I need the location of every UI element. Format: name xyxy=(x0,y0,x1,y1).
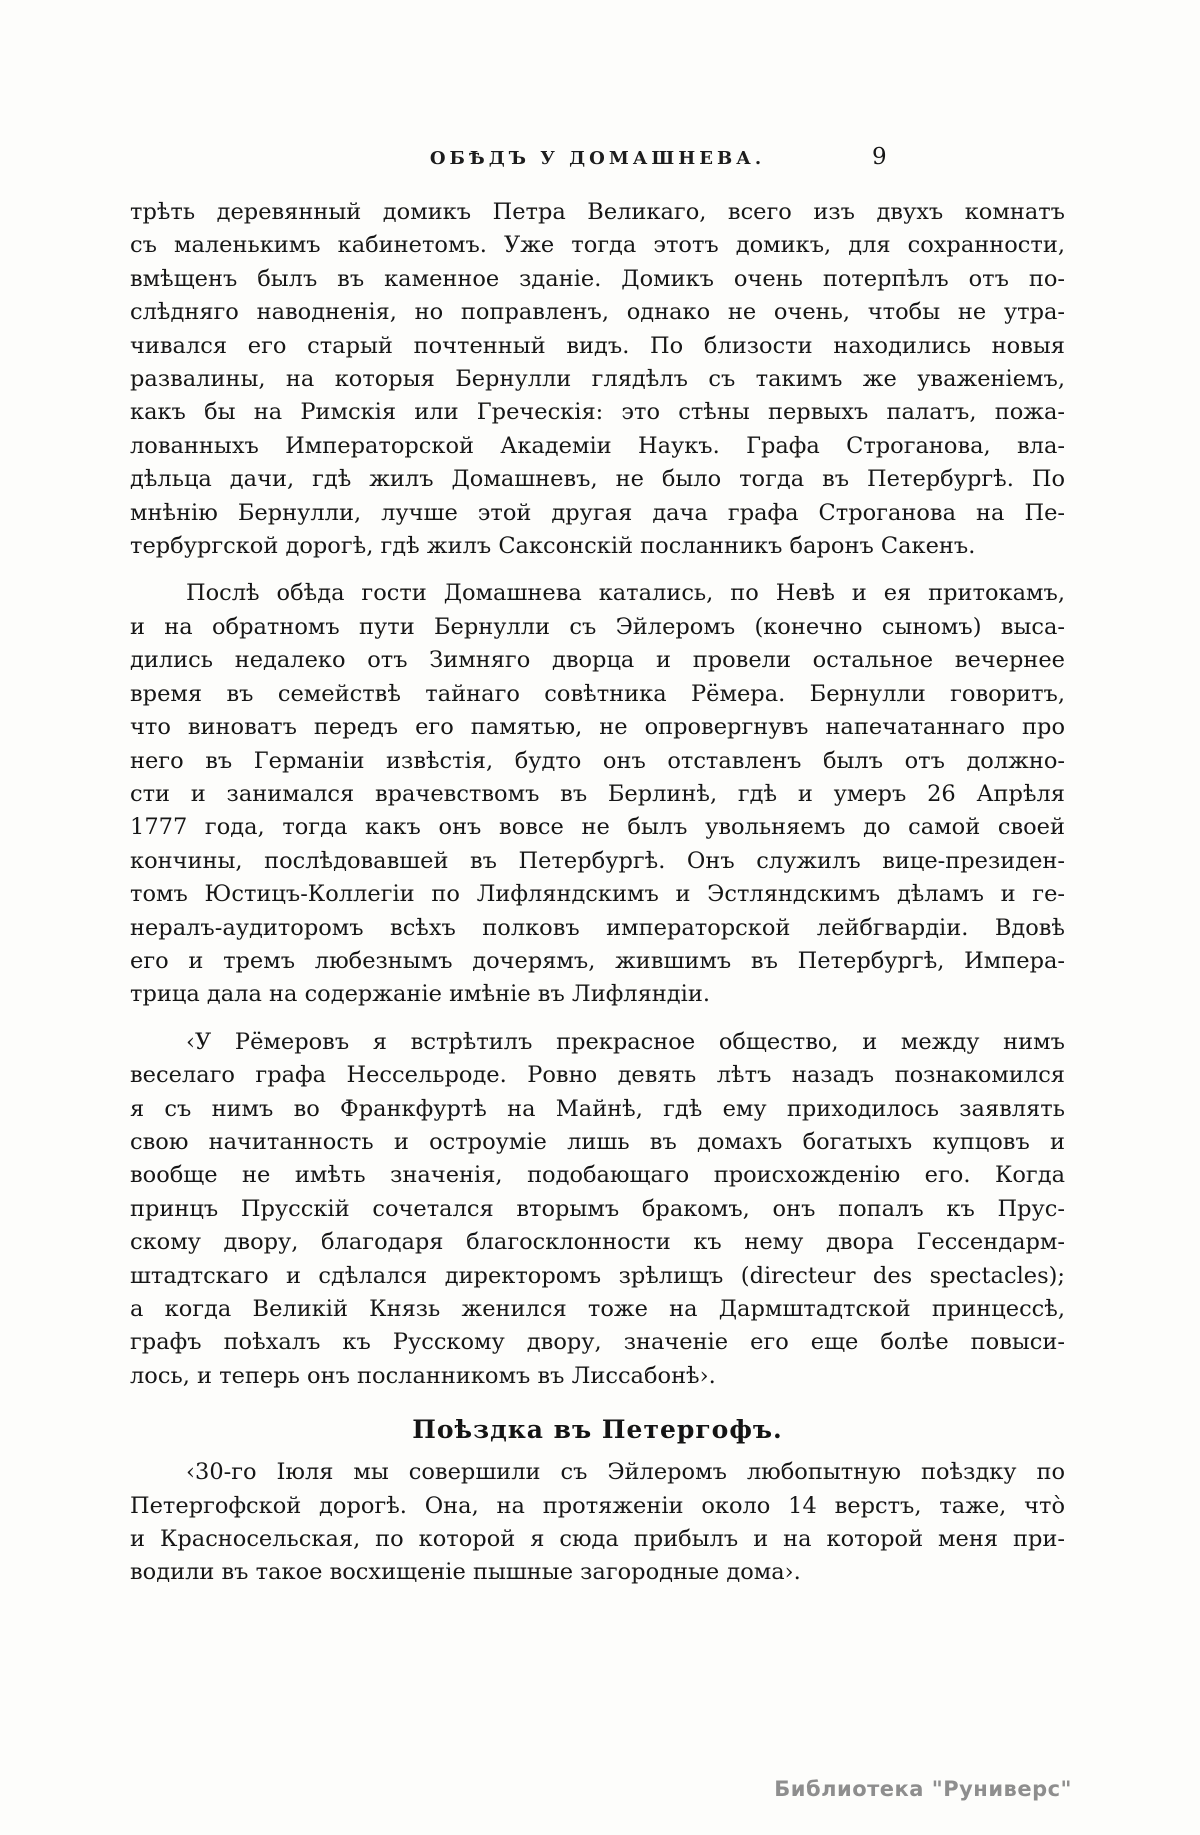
text-line: дились недалеко отъ Зимняго дворца и провели остальное вечернее xyxy=(130,647,1065,674)
text-line: Послѣ обѣда гости Домашнева катались, по Невѣ и ея притокамъ, xyxy=(186,580,1065,607)
paragraph xyxy=(130,1456,1065,1590)
text-line: мнѣнію Бернулли, лучше этой другая дача графа Строганова на Пе- xyxy=(130,499,1065,526)
text-line: вообще не имѣть значенія, подобающаго происхожденію его. Когда xyxy=(130,1162,1065,1189)
text-line: веселаго графа Нессельроде. Ровно девять лѣтъ назадъ познакомился xyxy=(130,1062,1065,1089)
text-line: слѣдняго наводненія, но поправленъ, однако не очень, чтобы не утра- xyxy=(130,299,1065,326)
text-line: вмѣщенъ былъ въ каменное зданіе. Домикъ очень потерпѣлъ отъ по- xyxy=(130,265,1065,292)
paragraph xyxy=(130,196,1065,563)
text-line: тербургской дорогѣ, гдѣ жилъ Саксонскій посланникъ баронъ Сакенъ. xyxy=(130,533,976,560)
paragraph-group-bottom xyxy=(130,1456,1065,1590)
text-line: Петергофской дорогѣ. Она, на протяженіи около 14 верстъ, таже, чтò xyxy=(130,1492,1065,1519)
text-line: ‹30-го Іюля мы совершили съ Эйлеромъ любопытную поѣздку по xyxy=(186,1459,1065,1486)
section-heading: Поѣздка въ Петергофъ. xyxy=(412,1415,783,1445)
text-line: сти и занимался врачевствомъ въ Берлинѣ, гдѣ и умеръ 26 Апрѣля xyxy=(130,780,1065,807)
text-line: лованныхъ Императорской Академіи Наукъ. Графа Строганова, вла- xyxy=(130,432,1065,459)
text-line: трѣть деревянный домикъ Петра Великаго, всего изъ двухъ комнатъ xyxy=(130,199,1065,225)
text-line: графъ поѣхалъ къ Русскому двору, значеніе его еще болѣе повыси- xyxy=(130,1329,1065,1356)
page-number: 9 xyxy=(872,144,887,170)
text-line: и Красносельская, по которой я сюда прибылъ и на которой меня при- xyxy=(130,1526,1065,1553)
text-line: дѣльца дачи, гдѣ жилъ Домашневъ, не было тогда въ Петербургѣ. По xyxy=(130,466,1065,493)
text-line: что виноватъ передъ его памятью, не опровергнувъ напечатаннаго про xyxy=(130,714,1065,741)
text-line: томъ Юстицъ-Коллегіи по Лифляндскимъ и Эстляндскимъ дѣламъ и ге- xyxy=(130,881,1065,908)
running-header: ОБѢДЪ У ДОМАШНЕВА. xyxy=(429,148,766,169)
text-line: я съ нимъ во Франкфуртѣ на Майнѣ, гдѣ ему приходилось заявлять xyxy=(130,1095,1065,1122)
text-line: а когда Великій Князь женился тоже на Дармштадтской принцессѣ, xyxy=(130,1296,1065,1322)
paragraph xyxy=(130,1026,1065,1393)
text-line: принцъ Прусскій сочетался вторымъ бракомъ, онъ попалъ къ Прус- xyxy=(130,1195,1065,1222)
text-line: трица дала на содержаніе имѣніе въ Лифляндіи. xyxy=(130,981,710,1008)
text-column xyxy=(130,144,1065,1590)
text-line: кончины, послѣдовавшей въ Петербургѣ. Онъ служилъ вице-президен- xyxy=(130,847,1065,874)
text-line: скому двору, благодаря благосклонности къ нему двора Гессендарм- xyxy=(130,1229,1065,1256)
text-line: штадтскаго и сдѣлался директоромъ зрѣлищъ (directeur des spectacles); xyxy=(130,1262,1065,1289)
text-line: съ маленькимъ кабинетомъ. Уже тогда этотъ домикъ, для сохранности, xyxy=(130,232,1065,259)
library-watermark: Библиотека "Руниверс" xyxy=(774,1777,1072,1801)
page-header xyxy=(130,144,1065,178)
text-line: какъ бы на Римскія или Греческія: это стѣны первыхъ палатъ, пожа- xyxy=(130,399,1065,426)
text-line: водили въ такое восхищеніе пышные загородные дома›. xyxy=(130,1559,801,1586)
text-line: развалины, на которыя Бернулли глядѣлъ съ такимъ же уваженіемъ, xyxy=(130,366,1065,393)
text-line: свою начитанность и остроуміе лишь въ домахъ богатыхъ купцовъ и xyxy=(130,1128,1065,1155)
text-line: время въ семействѣ тайнаго совѣтника Рёмера. Бернулли говоритъ, xyxy=(130,680,1065,707)
text-line: его и тремъ любезнымъ дочерямъ, жившимъ въ Петербургѣ, Импера- xyxy=(130,947,1065,974)
paragraph-group-top xyxy=(130,196,1065,1393)
text-line: 1777 года, тогда какъ онъ вовсе не былъ увольняемъ до самой своей xyxy=(130,814,1065,841)
text-line: лось, и теперь онъ посланникомъ въ Лиссабонѣ›. xyxy=(130,1362,716,1389)
paragraph xyxy=(130,577,1065,1011)
text-line: ‹У Рёмеровъ я встрѣтилъ прекрасное общество, и между нимъ xyxy=(186,1028,1065,1055)
text-line: него въ Германіи извѣстія, будто онъ отставленъ былъ отъ должно- xyxy=(130,747,1065,774)
text-line: чивался его старый почтенный видъ. По близости находились новыя xyxy=(130,332,1065,359)
text-line: нералъ-аудиторомъ всѣхъ полковъ императорской лейбгвардіи. Вдовѣ xyxy=(130,914,1065,941)
text-line: и на обратномъ пути Бернулли съ Эйлеромъ (конечно сыномъ) выса- xyxy=(130,613,1065,640)
